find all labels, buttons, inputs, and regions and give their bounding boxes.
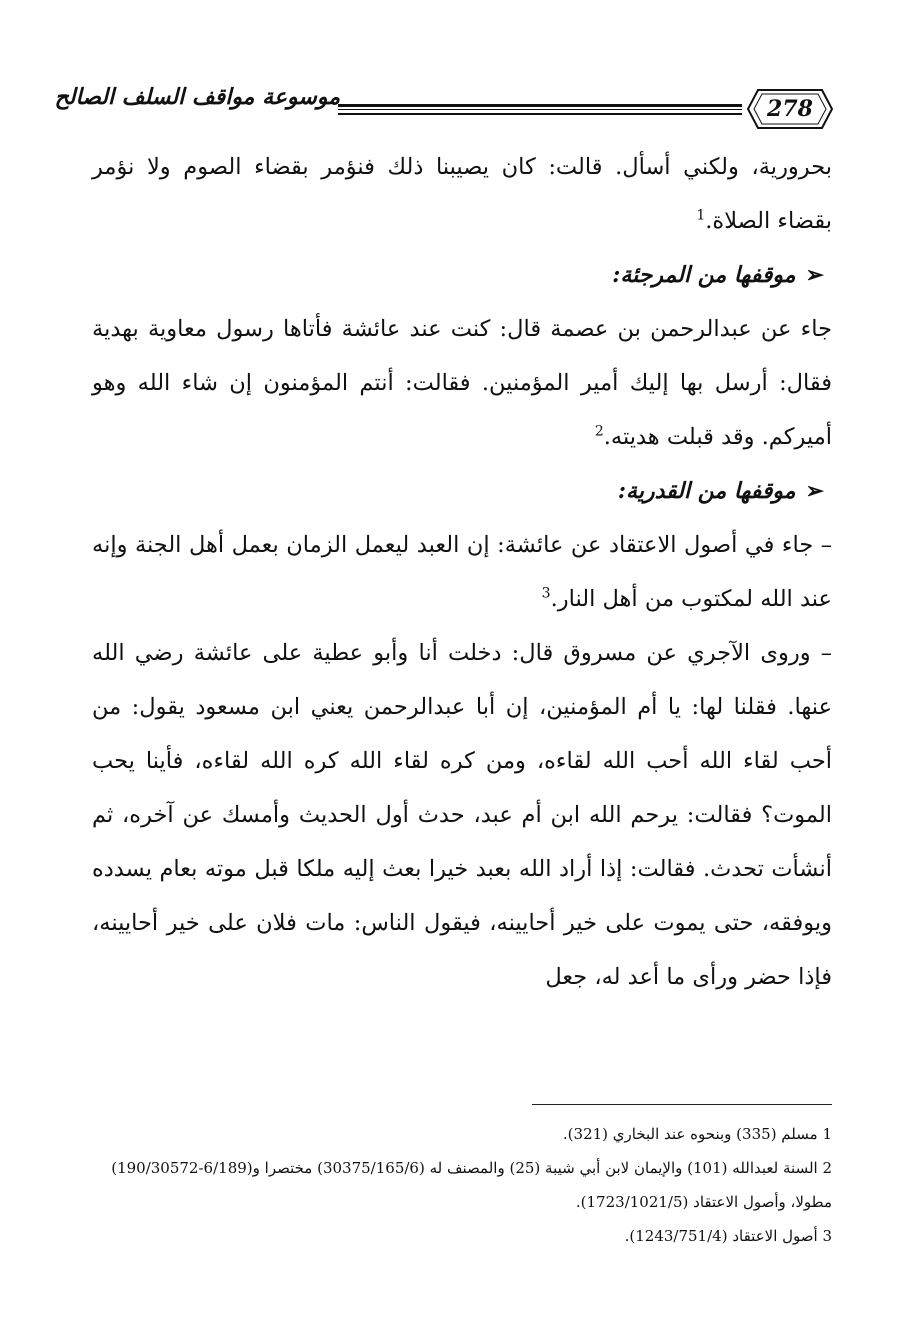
paragraph-text: بحرورية، ولكني أسأل. قالت: كان يصيبنا ذلك فنؤمر بقضاء الصوم ولا نؤمر بقضاء الصلاة. [92, 154, 832, 234]
arrow-left-icon: ➢ [805, 262, 824, 288]
footnote: 3 أصول الاعتقاد (1243/751/4). [624, 1227, 832, 1245]
section-heading-text: موقفها من المرجئة: [612, 262, 796, 288]
paragraph [92, 518, 832, 626]
footnotes [92, 1104, 832, 1253]
paragraph-text: جاء عن عبدالرحمن بن عصمة قال: كنت عند عائشة فأتاها رسول معاوية بهدية فقال: أرسل بها إليك أمير المؤمنين. فقالت: أنتم المؤمنون إن شاء الله وهو أميركم. وقد قبلت هديته. [92, 316, 832, 450]
paragraph [92, 140, 832, 248]
footnote-ref: 2 [594, 423, 604, 440]
page-body [92, 140, 832, 1004]
footnote-ref: 3 [541, 585, 551, 602]
arrow-left-icon: ➢ [805, 478, 824, 504]
section-heading-text: موقفها من القدرية: [617, 478, 796, 504]
page-header [54, 82, 836, 138]
paragraph [92, 302, 832, 464]
page-number: 278 [767, 96, 813, 122]
footnote-ref: 1 [696, 207, 706, 224]
footnote: 1 مسلم (335) وبنحوه عند البخاري (321). [562, 1125, 832, 1143]
footnote-rule [532, 1104, 832, 1105]
section-heading [92, 464, 832, 518]
paragraph-text: – وروى الآجري عن مسروق قال: دخلت أنا وأبو عطية على عائشة رضي الله عنها. فقلنا لها: يا أم المؤمنين، إن أبا عبدالرحمن يعني ابن مسعود يقول: من أحب لقاء الله أحب الله لقاءه، ومن كره لقاء الله كره الله لقاءه، فأينا يحب الموت؟ فقالت: يرحم الله ابن أم عبد، حدث أول الحديث وأمسك عن آخره، ثم أنشأت تحدث. فقالت: إذا أراد الله بعبد خيرا بعث إليه ملكا قبل موته بعام يسدده ويوفقه، حتى يموت على خير أحايينه، فيقول الناس: مات فلان على خير أحايينه، فإذا حضر ورأى ما أعد له، جعل [92, 640, 832, 990]
series-title: موسوعة مواقف السلف الصالح [54, 84, 340, 110]
footnote: 2 السنة لعبدالله (101) والإيمان لابن أبي شيبة (25) والمصنف له (30375/165/6) مختصرا و(6/189-190/30572) مطولا، وأصول الاعتقاد (1723/1021/5). [111, 1159, 832, 1211]
paragraph-text: – جاء في أصول الاعتقاد عن عائشة: إن العبد ليعمل الزمان بعمل أهل الجنة وإنه عند الله لمكتوب من أهل النار. [92, 532, 832, 612]
page-number-badge [744, 86, 836, 132]
paragraph [92, 626, 832, 1004]
header-rule [338, 104, 742, 115]
section-heading [92, 248, 832, 302]
